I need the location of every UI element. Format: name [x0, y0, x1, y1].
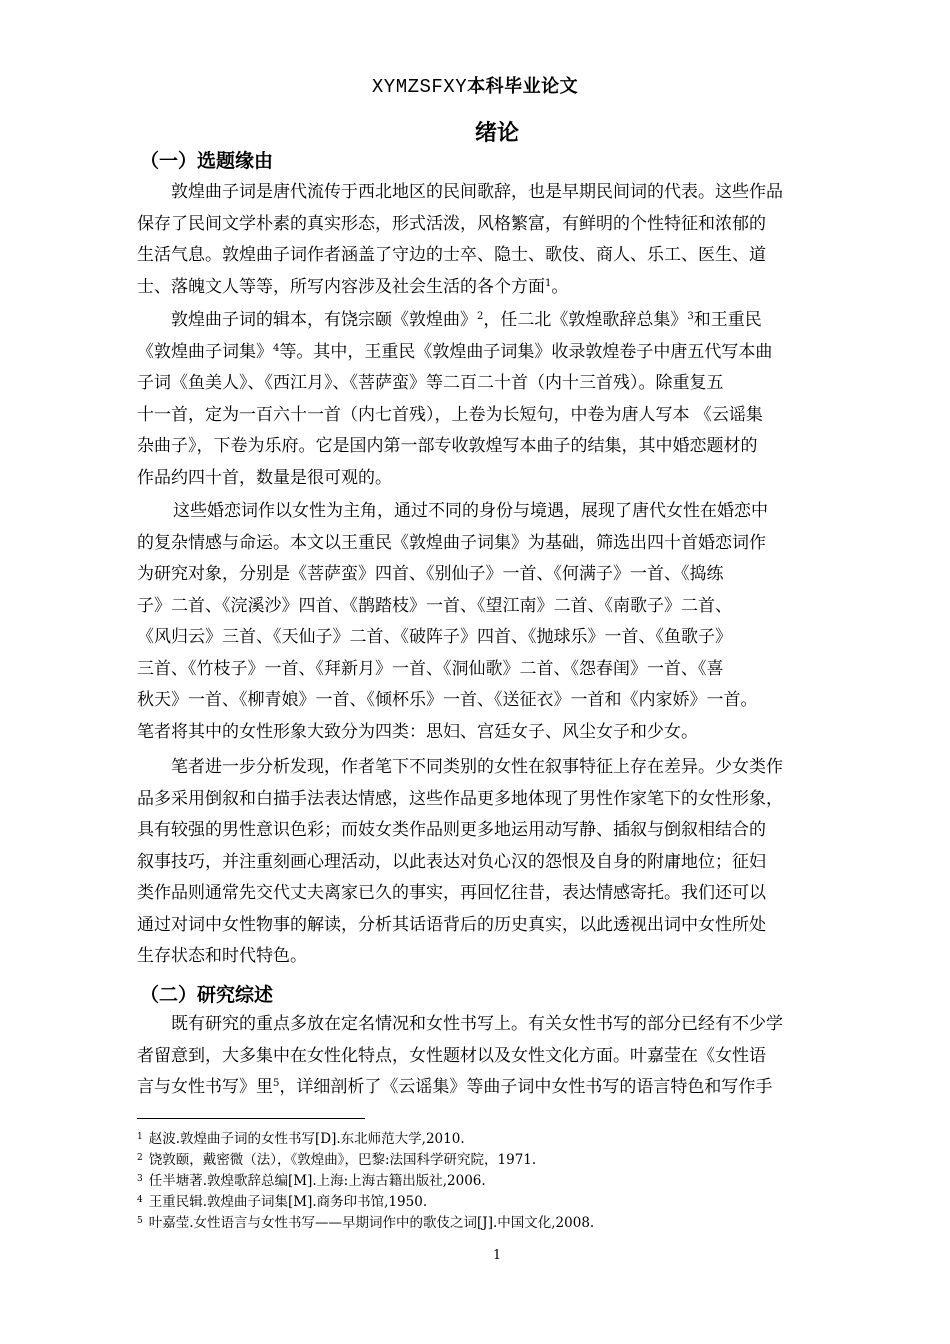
text-line: 类作品则通常先交代丈夫离家已久的事实，再回忆往昔，表达情感寄托。我们还可以: [137, 883, 766, 903]
text-run: 士、落魄文人等等，所写内容涉及社会生活的各个方面: [137, 276, 545, 297]
footnote-number: 1: [137, 1132, 143, 1142]
text-line: [137, 337, 877, 369]
paragraph-5: [137, 1009, 877, 1104]
text-line: 保存了民间文学朴素的真实形态，形式活泼，风格繁富，有鲜明的个性特征和浓郁的: [137, 213, 766, 234]
footnote-text: 任半塘著.敦煌歌辞总编[M].上海:上海古籍出版社,2006.: [148, 1173, 486, 1189]
footnote-number: 4: [137, 1195, 143, 1205]
text-line: 这些婚恋词作以女性为主角，通过不同的身份与境遇，展现了唐代女性在婚恋中: [173, 501, 768, 521]
text-line: 生存状态和时代特色。: [137, 946, 307, 966]
footnote-ref[interactable]: 3: [687, 311, 694, 322]
section-heading-literature-review: （二）研究综述: [140, 984, 274, 1006]
text-line: 笔者将其中的女性形象大致分为四类：思妇、宫廷女子、风尘女子和少女。: [137, 721, 698, 742]
text-line: 品多采用倒叙和白描手法表达情感，这些作品更多地体现了男性作家笔下的女性形象，: [137, 788, 783, 809]
footnote-number: 3: [137, 1174, 143, 1184]
text-run: ，任二北《敦煌歌辞总集》: [483, 310, 688, 330]
text-line: 既有研究的重点多放在定名情况和女性书写上。有关女性书写的部分已经有不少学: [171, 1014, 783, 1034]
text-line: 的复杂情感与命运。本文以王重民《敦煌曲子词集》为基础，筛选出四十首婚恋词作: [137, 532, 766, 553]
text-line: 作品约四十首，数量是很可观的。: [137, 467, 392, 488]
page-title: 绪论: [474, 121, 519, 146]
text-line: 通过对词中女性物事的解读，分析其话语背后的历史真实，以此透视出词中女性所处: [137, 914, 766, 935]
footnote-ref[interactable]: 1: [545, 277, 552, 289]
page-number: 1: [492, 1248, 502, 1263]
text-line: 为研究对象，分别是《菩萨蛮》四首、《别仙子》一首、《何满子》一首、《捣练: [137, 564, 724, 584]
text-line: 十一首，定为一百六十一首（内七首残），上卷为长短句，中卷为唐人写本 《云谣集: [137, 404, 763, 425]
paragraph-4: [137, 752, 877, 973]
footnote-text: 王重民辑.敦煌曲子词集[M].商务印书馆,1950.: [148, 1194, 428, 1210]
header-latin: XYMZSFXY: [371, 76, 468, 98]
section-heading-topic-origin: （一）选题缘由: [140, 150, 274, 172]
footnote-item: [137, 1128, 594, 1149]
text-line: 《风归云》三首、《天仙子》二首、《破阵子》四首、《抛球乐》一首、《鱼歌子》: [137, 627, 732, 647]
footnote-ref[interactable]: 2: [477, 311, 484, 322]
text-line: 具有较强的男性意识色彩；而妓女类作品则更多地运用动写静、插叙与倒叙相结合的: [137, 820, 766, 840]
text-line: 者留意到，大多集中在女性化特点，女性题材以及女性文化方面。叶嘉莹在《女性语: [137, 1045, 766, 1066]
text-run: 等。其中，王重民《敦煌曲子词集》收录敦煌卷子中唐五代写本曲: [279, 341, 773, 362]
footnote-number: 5: [137, 1216, 143, 1226]
text-run: ，详细剖析了《云谣集》等曲子词中女性书写的语言特色和写作手: [279, 1077, 773, 1097]
text-run: 言与女性书写》里: [137, 1077, 273, 1097]
text-run: 《敦煌曲子词集》: [137, 341, 273, 362]
footnote-ref[interactable]: 4: [273, 342, 280, 354]
paragraph-1: [137, 177, 877, 303]
text-line: 敦煌曲子词是唐代流传于西北地区的民间歌辞，也是早期民间词的代表。这些作品: [171, 182, 783, 202]
text-line: [137, 1072, 877, 1104]
paragraph-3: [137, 496, 877, 748]
footnote-separator: [137, 1118, 365, 1119]
text-line: 笔者进一步分析发现，作者笔下不同类别的女性在叙事特征上存在差异。少女类作: [171, 757, 783, 777]
footnote-ref[interactable]: 5: [273, 1078, 280, 1089]
text-line: 叙事技巧，并注重刻画心理活动，以此表达对负心汉的怨恨及自身的附庸地位；征妇: [137, 851, 766, 872]
footnotes: [137, 1128, 594, 1233]
text-line: [137, 305, 877, 337]
footnote-item: [137, 1170, 594, 1191]
text-line: 子词《鱼美人》、《西江月》、《菩萨蛮》等二百二十首（内十三首残）。除重复五: [137, 373, 724, 393]
text-line: 生活气息。敦煌曲子词作者涵盖了守边的士卒、隐士、歌伎、商人、乐工、医生、道: [137, 245, 766, 265]
text-run: 。: [551, 276, 569, 297]
text-line: 子》二首、《浣溪沙》四首、《鹊踏枝》一首、《望江南》二首、《南歌子》二首、: [137, 595, 732, 616]
footnote-text: 饶敦颐，戴密微（法），《敦煌曲》，巴黎:法国科学研究院，1971.: [148, 1152, 537, 1168]
text-line: [137, 272, 877, 304]
footnote-text: 叶嘉莹.女性语言与女性书写——早期词作中的歌伎之词[J].中国文化,2008.: [148, 1215, 595, 1231]
text-line: 三首、《竹枝子》一首、《拜新月》一首、《洞仙歌》二首、《怨春闺》一首、《喜: [137, 658, 724, 679]
text-run: 敦煌曲子词的辑本，有饶宗颐《敦煌曲》: [171, 310, 477, 330]
header-thesis-label: 本科毕业论文: [467, 76, 579, 97]
footnote-item: [137, 1149, 594, 1170]
text-line: 秋天》一首、《柳青娘》一首、《倾杯乐》一首、《送征衣》一首和《内家娇》一首。: [137, 690, 758, 710]
footnote-item: [137, 1212, 594, 1233]
page-header: [0, 72, 950, 98]
paragraph-2: [137, 305, 877, 494]
text-line: 杂曲子》，下卷为乐府。它是国内第一部专收敦煌写本曲子的结集，其中婚恋题材的: [137, 436, 758, 456]
footnote-text: 赵波.敦煌曲子词的女性书写[D].东北师范大学,2010.: [148, 1131, 465, 1147]
text-run: 和王重民: [693, 310, 762, 330]
footnote-number: 2: [137, 1153, 143, 1163]
footnote-item: [137, 1191, 594, 1212]
